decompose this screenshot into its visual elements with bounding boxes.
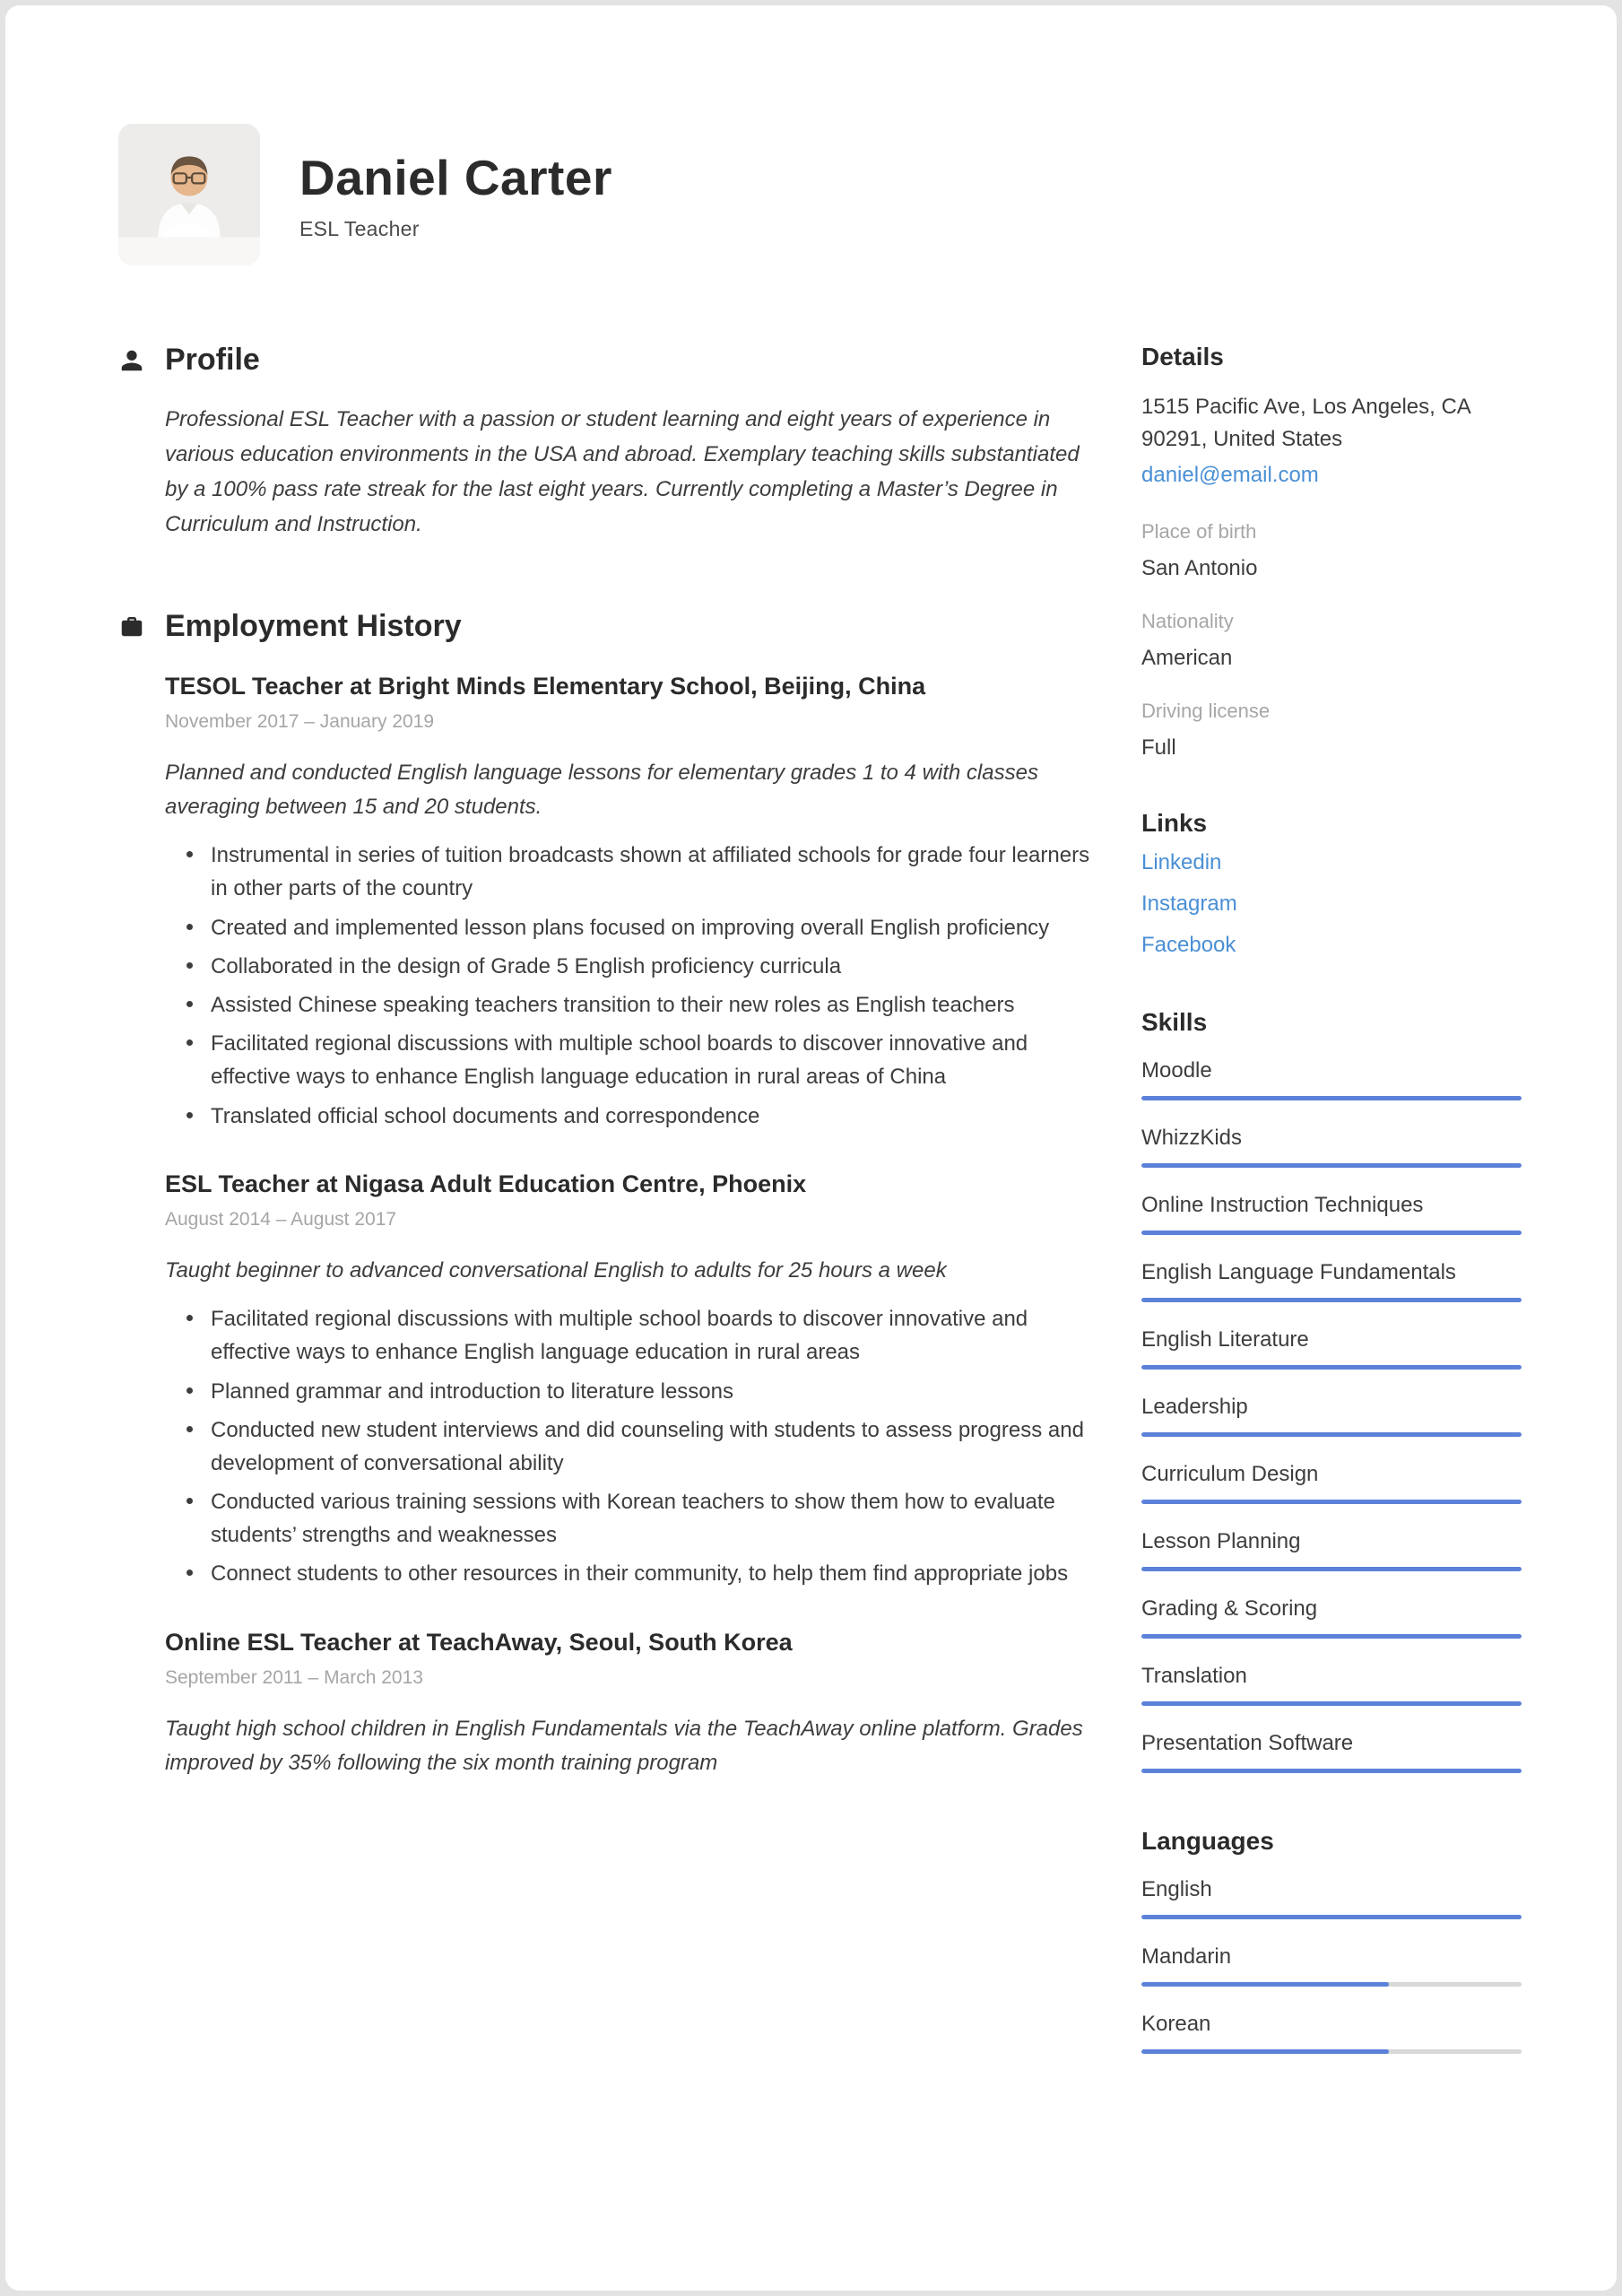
bullet-text: Facilitated regional discussions with multiple school boards to discover innovative and effective ways to enhance English language education in rural areas [211,1307,1028,1365]
bullet-item [165,1100,1098,1133]
skill-item [1141,1260,1522,1302]
skill-item [1141,1731,1522,1773]
language-name: Mandarin [1141,1944,1232,1969]
language-bar-fill [1141,1982,1389,1987]
skill-name: Lesson Planning [1141,1529,1301,1553]
bullet-item [165,1375,1098,1408]
skill-name: English Language Fundamentals [1141,1260,1456,1284]
skill-bar-fill [1141,1432,1522,1437]
content [5,265,1617,2054]
profile-summary: Professional ESL Teacher with a passion or student learning and eight years of experience in various education environments in the USA and abroad. Exemplary teaching skills substantiated by a 100% pass rate streak for the last eight years. Currently completing a Master’s Degree in Curriculum and Instruction. [165,407,1080,536]
skill-item [1141,1395,1522,1437]
skill-bar [1141,1701,1522,1706]
bullet-dot [186,851,193,857]
job-entry [165,1629,1098,1781]
skills-heading: Skills [1141,1008,1208,1036]
bullet-text: Created and implemented lesson plans focused on improving overall English proficiency [211,915,1050,940]
skill-item [1141,1462,1522,1504]
detail-field-value: Full [1141,735,1176,760]
languages-heading: Languages [1141,1827,1274,1855]
person-icon [118,347,145,374]
main-column [118,343,1098,2054]
language-bar [1141,2049,1522,2054]
bullet-text: Facilitated regional discussions with multiple school boards to discover innovative and effective ways to enhance English language education in rural areas of China [211,1031,1028,1090]
skill-bar-fill [1141,1567,1522,1571]
skill-bar-fill [1141,1769,1522,1773]
skill-name: Leadership [1141,1395,1248,1419]
languages-section [1141,1827,1522,2054]
detail-field-label: Nationality [1141,610,1234,632]
details-heading: Details [1141,343,1224,370]
bullet-dot [186,1498,193,1504]
bullet-text: Assisted Chinese speaking teachers transition to their new roles as English teachers [211,993,1015,1018]
job-bullets [165,839,1098,1133]
profile-photo-illustration [118,124,260,265]
job-summary: Taught beginner to advanced conversational English to adults for 25 hours a week [165,1257,947,1283]
social-link[interactable]: Instagram [1141,891,1237,916]
bullet-text: Conducted various training sessions with Korean teachers to show them how to evaluate students’ strengths and weaknesses [211,1490,1055,1548]
skill-name: Online Instruction Techniques [1141,1193,1424,1217]
detail-field-label: Place of birth [1141,520,1257,543]
skill-bar-fill [1141,1231,1522,1235]
profile-heading: Profile [165,343,260,377]
detail-field [1141,700,1522,761]
bullet-text: Connect students to other resources in their community, to help them find appropriate jobs [211,1561,1069,1587]
bullet-dot [186,1039,193,1046]
links-section [1141,809,1522,961]
skill-item [1141,1327,1522,1370]
skill-item [1141,1664,1522,1706]
employment-section [118,609,1098,1781]
skill-item [1141,1529,1522,1571]
skill-name: Curriculum Design [1141,1462,1319,1486]
bullet-item [165,950,1098,983]
skill-name: English Literature [1141,1327,1309,1352]
email-link[interactable]: daniel@email.com [1141,463,1319,487]
language-item [1141,1944,1522,1987]
skill-bar-fill [1141,1634,1522,1639]
skill-bar [1141,1231,1522,1235]
job-title: ESL Teacher at Nigasa Adult Education Centre, Phoenix [165,1170,807,1197]
sidebar [1141,343,1522,2054]
language-bar [1141,1915,1522,1919]
skill-bar-fill [1141,1096,1522,1100]
skill-bar [1141,1096,1522,1100]
skill-item [1141,1193,1522,1235]
skill-bar [1141,1365,1522,1370]
employment-section-heading [118,609,1098,644]
bullet-text: Planned grammar and introduction to literature lessons [211,1378,733,1404]
bullet-item [165,839,1098,905]
job-summary: Taught high school children in English Fundamentals via the TeachAway online platform. Grades improved by 35% following the six month training program [165,1716,1083,1776]
skill-bar-fill [1141,1365,1522,1370]
job-entry [165,673,1098,1133]
skill-name: Translation [1141,1664,1247,1688]
bullet-dot [186,962,193,969]
person-job-title: ESL Teacher [299,216,420,240]
bullet-dot [186,1001,193,1007]
detail-field-value: San Antonio [1141,556,1258,580]
skill-bar-fill [1141,1701,1522,1706]
skill-bar [1141,1432,1522,1437]
employment-heading: Employment History [165,608,462,643]
social-link[interactable]: Facebook [1141,933,1236,957]
bullet-text: Translated official school documents and correspondence [211,1103,760,1128]
bullet-text: Instrumental in series of tuition broadcasts shown at affiliated schools for grade four learners in other parts of the country [211,843,1090,901]
bullet-dot [186,1426,193,1432]
social-link[interactable]: Linkedin [1141,850,1222,874]
skill-bar-fill [1141,1298,1522,1302]
bullet-item [165,988,1098,1022]
profile-section [118,343,1098,543]
address: 1515 Pacific Ave, Los Angeles, CA 90291, United States [1141,395,1470,451]
skill-item [1141,1058,1522,1100]
skill-bar-fill [1141,1163,1522,1168]
language-bar-fill [1141,2049,1389,2054]
bullet-item [165,1485,1098,1552]
job-bullets [165,1302,1098,1591]
language-name: English [1141,1877,1212,1901]
language-bar-fill [1141,1915,1522,1919]
job-dates: November 2017 – January 2019 [165,710,435,732]
bullet-item [165,1557,1098,1590]
skill-name: WhizzKids [1141,1126,1243,1150]
skill-item [1141,1126,1522,1168]
bullet-dot [186,1387,193,1394]
job-summary: Planned and conducted English language lessons for elementary grades 1 to 4 with classes averaging between 15 and 20 students. [165,760,1038,819]
skill-name: Grading & Scoring [1141,1596,1318,1621]
bullet-text: Conducted new student interviews and did counseling with students to assess progress and development of conversational ability [211,1417,1084,1475]
detail-field [1141,520,1522,581]
skill-bar [1141,1500,1522,1504]
skill-bar-fill [1141,1500,1522,1504]
bullet-item [165,1302,1098,1369]
bullet-dot [186,1570,193,1576]
profile-photo [118,124,260,265]
briefcase-icon [118,613,145,639]
resume-page [5,5,1617,2291]
job-title: Online ESL Teacher at TeachAway, Seoul, South Korea [165,1628,793,1656]
header [5,5,1617,265]
skill-bar [1141,1298,1522,1302]
person-name: Daniel Carter [299,149,612,205]
links-heading: Links [1141,809,1208,837]
job-entry [165,1170,1098,1591]
bullet-dot [186,1315,193,1321]
language-bar [1141,1982,1522,1987]
header-text [299,149,612,241]
language-name: Korean [1141,2012,1211,2036]
language-item [1141,1877,1522,1919]
job-dates: August 2014 – August 2017 [165,1208,397,1230]
bullet-item [165,1027,1098,1093]
job-title: TESOL Teacher at Bright Minds Elementary School, Beijing, China [165,672,926,700]
bullet-dot [186,924,193,930]
details-section [1141,343,1522,761]
skill-name: Presentation Software [1141,1731,1354,1755]
skills-section [1141,1008,1522,1773]
skill-bar [1141,1567,1522,1571]
bullet-item [165,1413,1098,1480]
skill-item [1141,1596,1522,1639]
skill-bar [1141,1163,1522,1168]
language-item [1141,2012,1522,2054]
detail-field-label: Driving license [1141,700,1271,722]
detail-field-value: American [1141,646,1233,670]
bullet-item [165,911,1098,944]
bullet-text: Collaborated in the design of Grade 5 English proficiency curricula [211,953,842,978]
job-dates: September 2011 – March 2013 [165,1666,423,1688]
bullet-dot [186,1112,193,1118]
profile-section-heading [118,343,1098,378]
detail-field [1141,610,1522,671]
skill-name: Moodle [1141,1058,1212,1083]
skill-bar [1141,1769,1522,1773]
skill-bar [1141,1634,1522,1639]
